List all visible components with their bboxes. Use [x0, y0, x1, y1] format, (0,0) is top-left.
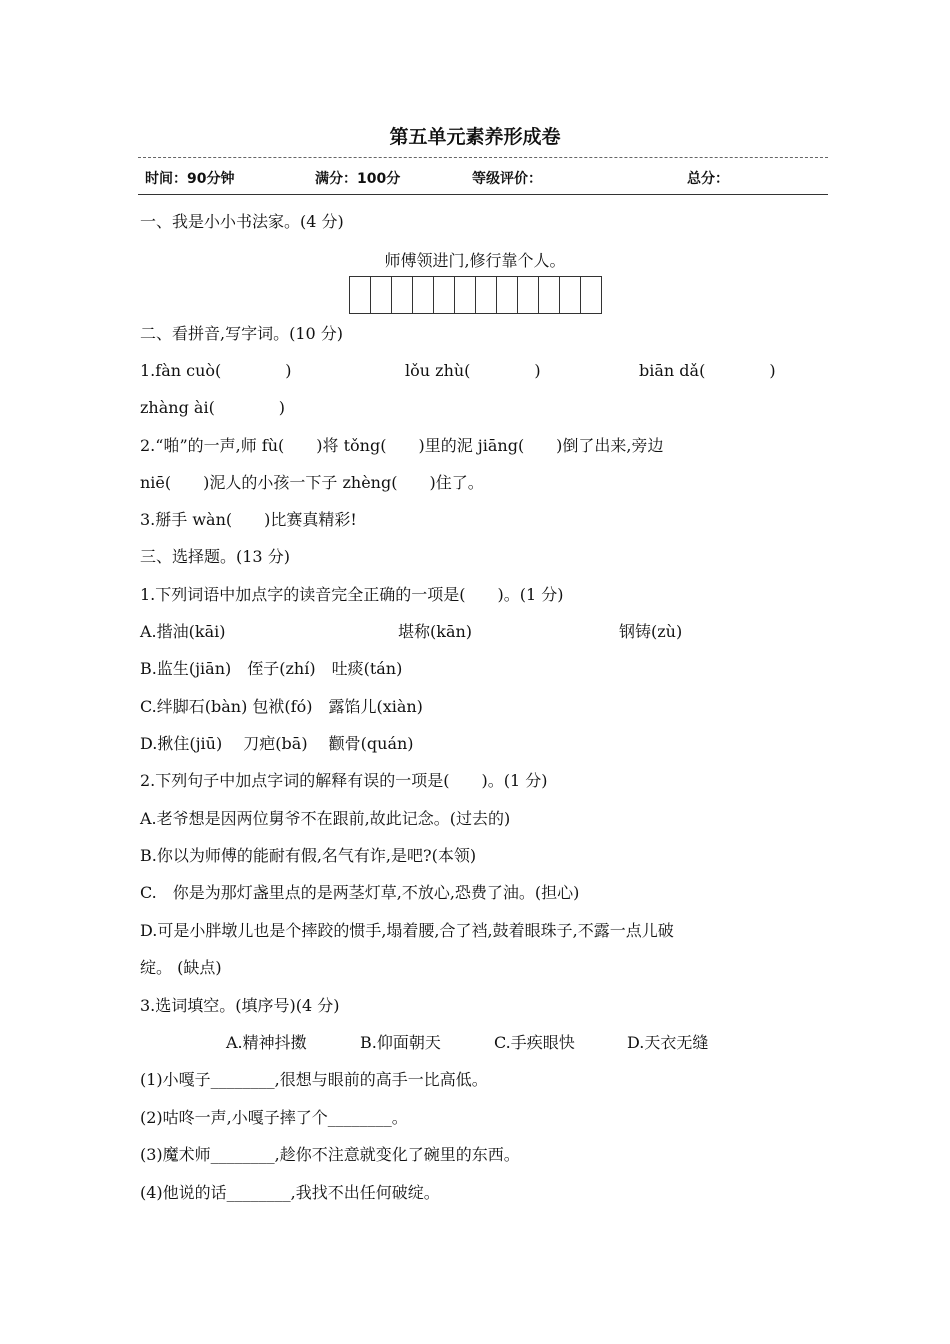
word-option: D.天衣无缝: [627, 1033, 709, 1052]
option-a: 钢铸(zù): [619, 622, 683, 641]
option-b: B.监生(jiān) 侄子(zhí) 吐痰(tán): [140, 659, 403, 678]
grade-info: 等级评价：: [472, 171, 542, 187]
question-text: niē( )泥人的小孩一下子 zhèng( )住了。: [140, 473, 484, 492]
fill-blank-item: (1)小嘎子________,很想与眼前的高手一比高低。: [140, 1070, 488, 1089]
question-text: 2.“啪”的一声,师 fù( )将 tǒng( )里的泥 jiāng( )倒了出来,旁边: [140, 436, 664, 455]
exam-info-bar: [145, 168, 825, 188]
option-d-cont: 绽。 (缺点): [140, 958, 222, 977]
option-a: 堪称(kān): [398, 622, 473, 641]
pinyin-item: lǒu zhù( ): [405, 361, 541, 380]
total-info: 总分：: [687, 171, 729, 187]
option-a: A.揩油(kāi): [140, 622, 226, 641]
option-a: A.老爷想是因两位舅爷不在跟前,故此记念。(过去的): [140, 809, 511, 828]
solid-divider: [138, 194, 828, 195]
pinyin-item: zhàng ài( ): [140, 398, 286, 417]
word-option: A.精神抖擞: [226, 1033, 307, 1052]
option-c: C.绊脚石(bàn) 包袱(fó) 露馅儿(xiàn): [140, 697, 423, 716]
option-b: B.你以为师傅的能耐有假,名气有诈,是吧?(本领): [140, 846, 477, 865]
word-option: B.仰面朝天: [360, 1033, 441, 1052]
question-text: 1.下列词语中加点字的读音完全正确的一项是( )。(1 分): [140, 585, 564, 604]
fill-blank-item: (3)魔术师________,趁你不注意就变化了碗里的东西。: [140, 1145, 520, 1164]
pinyin-item: biān dǎ( ): [639, 361, 776, 380]
time-info: 时间：90分钟: [145, 171, 235, 187]
section2-heading: 二、看拼音,写字词。(10 分): [140, 324, 344, 343]
calligraphy-sentence: 师傅领进门,修行靠个人。: [384, 251, 566, 270]
dashed-divider: [138, 157, 828, 158]
option-d: D.可是小胖墩儿也是个摔跤的惯手,塌着腰,合了裆,鼓着眼珠子,不露一点儿破: [140, 921, 674, 940]
question-text: 2.下列句子中加点字词的解释有误的一项是( )。(1 分): [140, 771, 548, 790]
fill-blank-item: (2)咕咚一声,小嘎子摔了个________。: [140, 1108, 408, 1127]
option-d: D.揪住(jiū) 刀疤(bā) 颧骨(quán): [140, 734, 414, 753]
score-info: 满分：100分: [315, 171, 401, 187]
section3-heading: 三、选择题。(13 分): [140, 547, 290, 566]
writing-grid[interactable]: [349, 276, 602, 314]
question-text: 3.掰手 wàn( )比赛真精彩!: [140, 510, 357, 529]
option-c: C. 你是为那灯盏里点的是两茎灯草,不放心,恐费了油。(担心): [140, 883, 580, 902]
pinyin-item: 1.fàn cuò( ): [140, 361, 292, 380]
section1-heading: 一、我是小小书法家。(4 分): [140, 212, 344, 231]
question-text: 3.选词填空。(填序号)(4 分): [140, 996, 340, 1015]
word-option: C.手疾眼快: [494, 1033, 575, 1052]
fill-blank-item: (4)他说的话________,我找不出任何破绽。: [140, 1183, 440, 1202]
page-title: 第五单元素养形成卷: [389, 126, 561, 148]
